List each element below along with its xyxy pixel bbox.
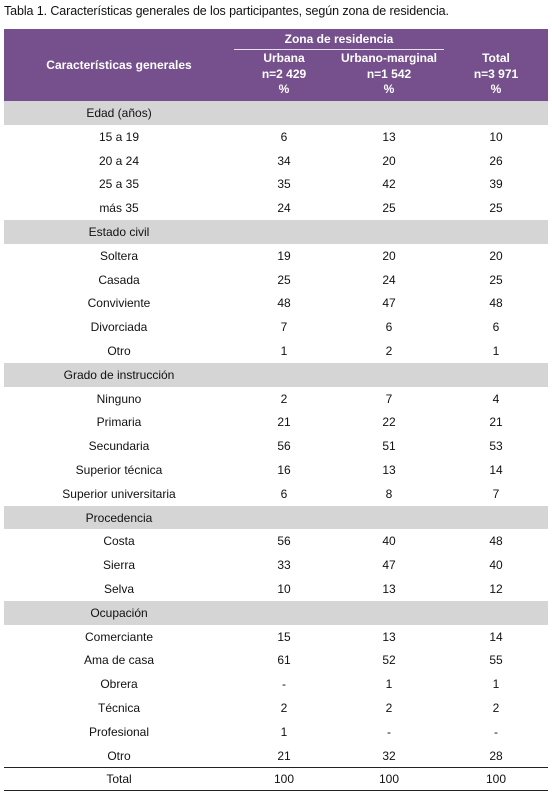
section-row: [4, 101, 548, 125]
row-value: 25: [489, 272, 503, 287]
row-value: 25: [382, 201, 396, 216]
row-value: 13: [382, 629, 396, 644]
row-value: 61: [277, 653, 291, 668]
row-value: 48: [489, 296, 503, 311]
header-col-unit: %: [383, 82, 395, 96]
row-label: Otro: [107, 343, 131, 358]
table-row: [4, 529, 548, 553]
row-label: Profesional: [88, 724, 150, 739]
table-row: [4, 268, 548, 292]
table-row: [4, 172, 548, 196]
row-value: -: [387, 724, 391, 739]
row-value: 14: [489, 462, 503, 477]
table-row: [4, 339, 548, 363]
row-value: -: [282, 677, 286, 692]
row-value: 19: [277, 248, 291, 263]
header-col-n: n=2 429: [261, 66, 307, 81]
row-value: 4: [492, 391, 500, 406]
row-value: 32: [382, 748, 396, 763]
row-label: Otro: [107, 748, 131, 763]
table-caption: Tabla 1. Características generales de los participantes, según zona de residencia.: [4, 4, 449, 18]
row-value: 21: [277, 748, 291, 763]
row-label: Divorciada: [90, 320, 148, 335]
header-characteristics: Características generales: [46, 58, 192, 72]
row-value: 52: [382, 653, 396, 668]
row-value: 13: [382, 129, 396, 144]
row-label: Selva: [103, 581, 135, 596]
table-row: [4, 696, 548, 720]
row-label: Secundaria: [88, 439, 150, 454]
section-row: [4, 220, 548, 244]
header-col-n: n=1 542: [366, 66, 412, 81]
row-label: 20 a 24: [98, 153, 140, 168]
section-row: [4, 363, 548, 387]
header-col-unit: %: [490, 82, 502, 96]
row-label: Ama de casa: [83, 653, 155, 668]
row-label: Casada: [98, 272, 140, 287]
row-value: 55: [489, 653, 503, 668]
header-col-title: Urbana: [263, 51, 305, 65]
row-value: 1: [280, 724, 288, 739]
row-value: 14: [489, 629, 503, 644]
row-label: 15 a 19: [98, 129, 140, 144]
row-value: 48: [277, 296, 291, 311]
row-value: 13: [382, 462, 396, 477]
table-row: [4, 125, 548, 149]
row-value: 2: [385, 343, 393, 358]
section-title: Grado de instrucción: [63, 367, 175, 382]
table-row: [4, 244, 548, 268]
section-title: Estado civil: [88, 224, 150, 239]
row-value: 25: [489, 201, 503, 216]
row-value: 20: [382, 153, 396, 168]
row-value: -: [494, 724, 498, 739]
row-label: Primaria: [96, 415, 142, 430]
row-value: 12: [489, 581, 503, 596]
row-value: 40: [489, 558, 503, 573]
row-value: 33: [277, 558, 291, 573]
row-value: 15: [277, 629, 291, 644]
row-value: 47: [382, 558, 396, 573]
row-label: Soltera: [99, 248, 139, 263]
row-label: 25 a 35: [98, 177, 140, 192]
header-col-urbano-marginal: [334, 51, 444, 98]
header-col-n: n=3 971: [473, 66, 519, 81]
characteristics-table: [4, 29, 548, 791]
table-row: [4, 410, 548, 434]
row-value: 16: [277, 462, 291, 477]
row-value: 2: [492, 700, 500, 715]
row-label: Costa: [103, 534, 135, 549]
row-value: 10: [277, 581, 291, 596]
header-zone-divider: [234, 49, 444, 50]
row-value: 56: [277, 534, 291, 549]
header-zone: Zona de residencia: [284, 32, 394, 46]
table-row: [4, 648, 548, 672]
row-value: 1: [492, 677, 500, 692]
row-value: 21: [277, 415, 291, 430]
row-value: 28: [489, 748, 503, 763]
table-row: [4, 625, 548, 649]
row-value: 2: [280, 391, 288, 406]
table-row: [4, 577, 548, 601]
header-col-total: [444, 51, 548, 98]
row-value: 40: [382, 534, 396, 549]
row-value: 6: [385, 320, 393, 335]
table-row: [4, 458, 548, 482]
row-value: 22: [382, 415, 396, 430]
header-col-title: Total: [482, 51, 510, 65]
table-row: [4, 387, 548, 411]
row-label: Ninguno: [96, 391, 142, 406]
section-row: [4, 506, 548, 530]
row-value: 42: [382, 177, 396, 192]
row-label: Conviviente: [87, 296, 151, 311]
row-value: 2: [280, 700, 288, 715]
row-value: 21: [489, 415, 503, 430]
table-row: [4, 149, 548, 173]
row-value: 7: [280, 320, 288, 335]
row-value: 1: [492, 343, 500, 358]
row-label: Comerciante: [84, 629, 154, 644]
table-row: [4, 672, 548, 696]
total-value-total: 100: [485, 772, 507, 787]
table-body: [4, 101, 548, 767]
section-title: Procedencia: [85, 510, 153, 525]
row-value: 25: [277, 272, 291, 287]
row-value: 26: [489, 153, 503, 168]
table-row: [4, 744, 548, 768]
row-value: 39: [489, 177, 503, 192]
total-row: [4, 767, 548, 791]
row-value: 6: [280, 486, 288, 501]
table-row: [4, 315, 548, 339]
row-value: 20: [489, 248, 503, 263]
table-row: [4, 291, 548, 315]
row-value: 24: [382, 272, 396, 287]
row-value: 7: [492, 486, 500, 501]
row-value: 6: [280, 129, 288, 144]
table-header: [4, 29, 548, 101]
table-row: [4, 196, 548, 220]
table-row: [4, 720, 548, 744]
row-label: Técnica: [97, 700, 141, 715]
row-label: Sierra: [102, 558, 135, 573]
section-title: Ocupación: [90, 605, 148, 620]
row-label: Obrera: [100, 677, 138, 692]
row-value: 56: [277, 439, 291, 454]
row-value: 34: [277, 153, 291, 168]
table-row: [4, 434, 548, 458]
row-value: 51: [382, 439, 396, 454]
total-value-urbana: 100: [273, 772, 295, 787]
header-col-urbana: [234, 51, 334, 98]
row-label: más 35: [99, 201, 139, 216]
row-value: 20: [382, 248, 396, 263]
total-value-urbano-marginal: 100: [378, 772, 400, 787]
row-value: 53: [489, 439, 503, 454]
row-value: 48: [489, 534, 503, 549]
row-value: 8: [385, 486, 393, 501]
row-value: 35: [277, 177, 291, 192]
section-title: Edad (años): [86, 106, 152, 120]
row-value: 1: [385, 677, 393, 692]
table-row: [4, 482, 548, 506]
section-row: [4, 601, 548, 625]
header-col-title: Urbano-marginal: [340, 51, 437, 65]
row-value: 10: [489, 129, 503, 144]
row-value: 6: [492, 320, 500, 335]
row-label: Superior universitaria: [62, 486, 176, 501]
header-col-unit: %: [278, 82, 290, 96]
row-value: 13: [382, 581, 396, 596]
row-value: 24: [277, 201, 291, 216]
row-value: 47: [382, 296, 396, 311]
total-label: Total: [106, 772, 132, 787]
row-value: 2: [385, 700, 393, 715]
table-row: [4, 553, 548, 577]
row-value: 1: [280, 343, 288, 358]
row-value: 7: [385, 391, 393, 406]
row-label: Superior técnica: [75, 462, 163, 477]
